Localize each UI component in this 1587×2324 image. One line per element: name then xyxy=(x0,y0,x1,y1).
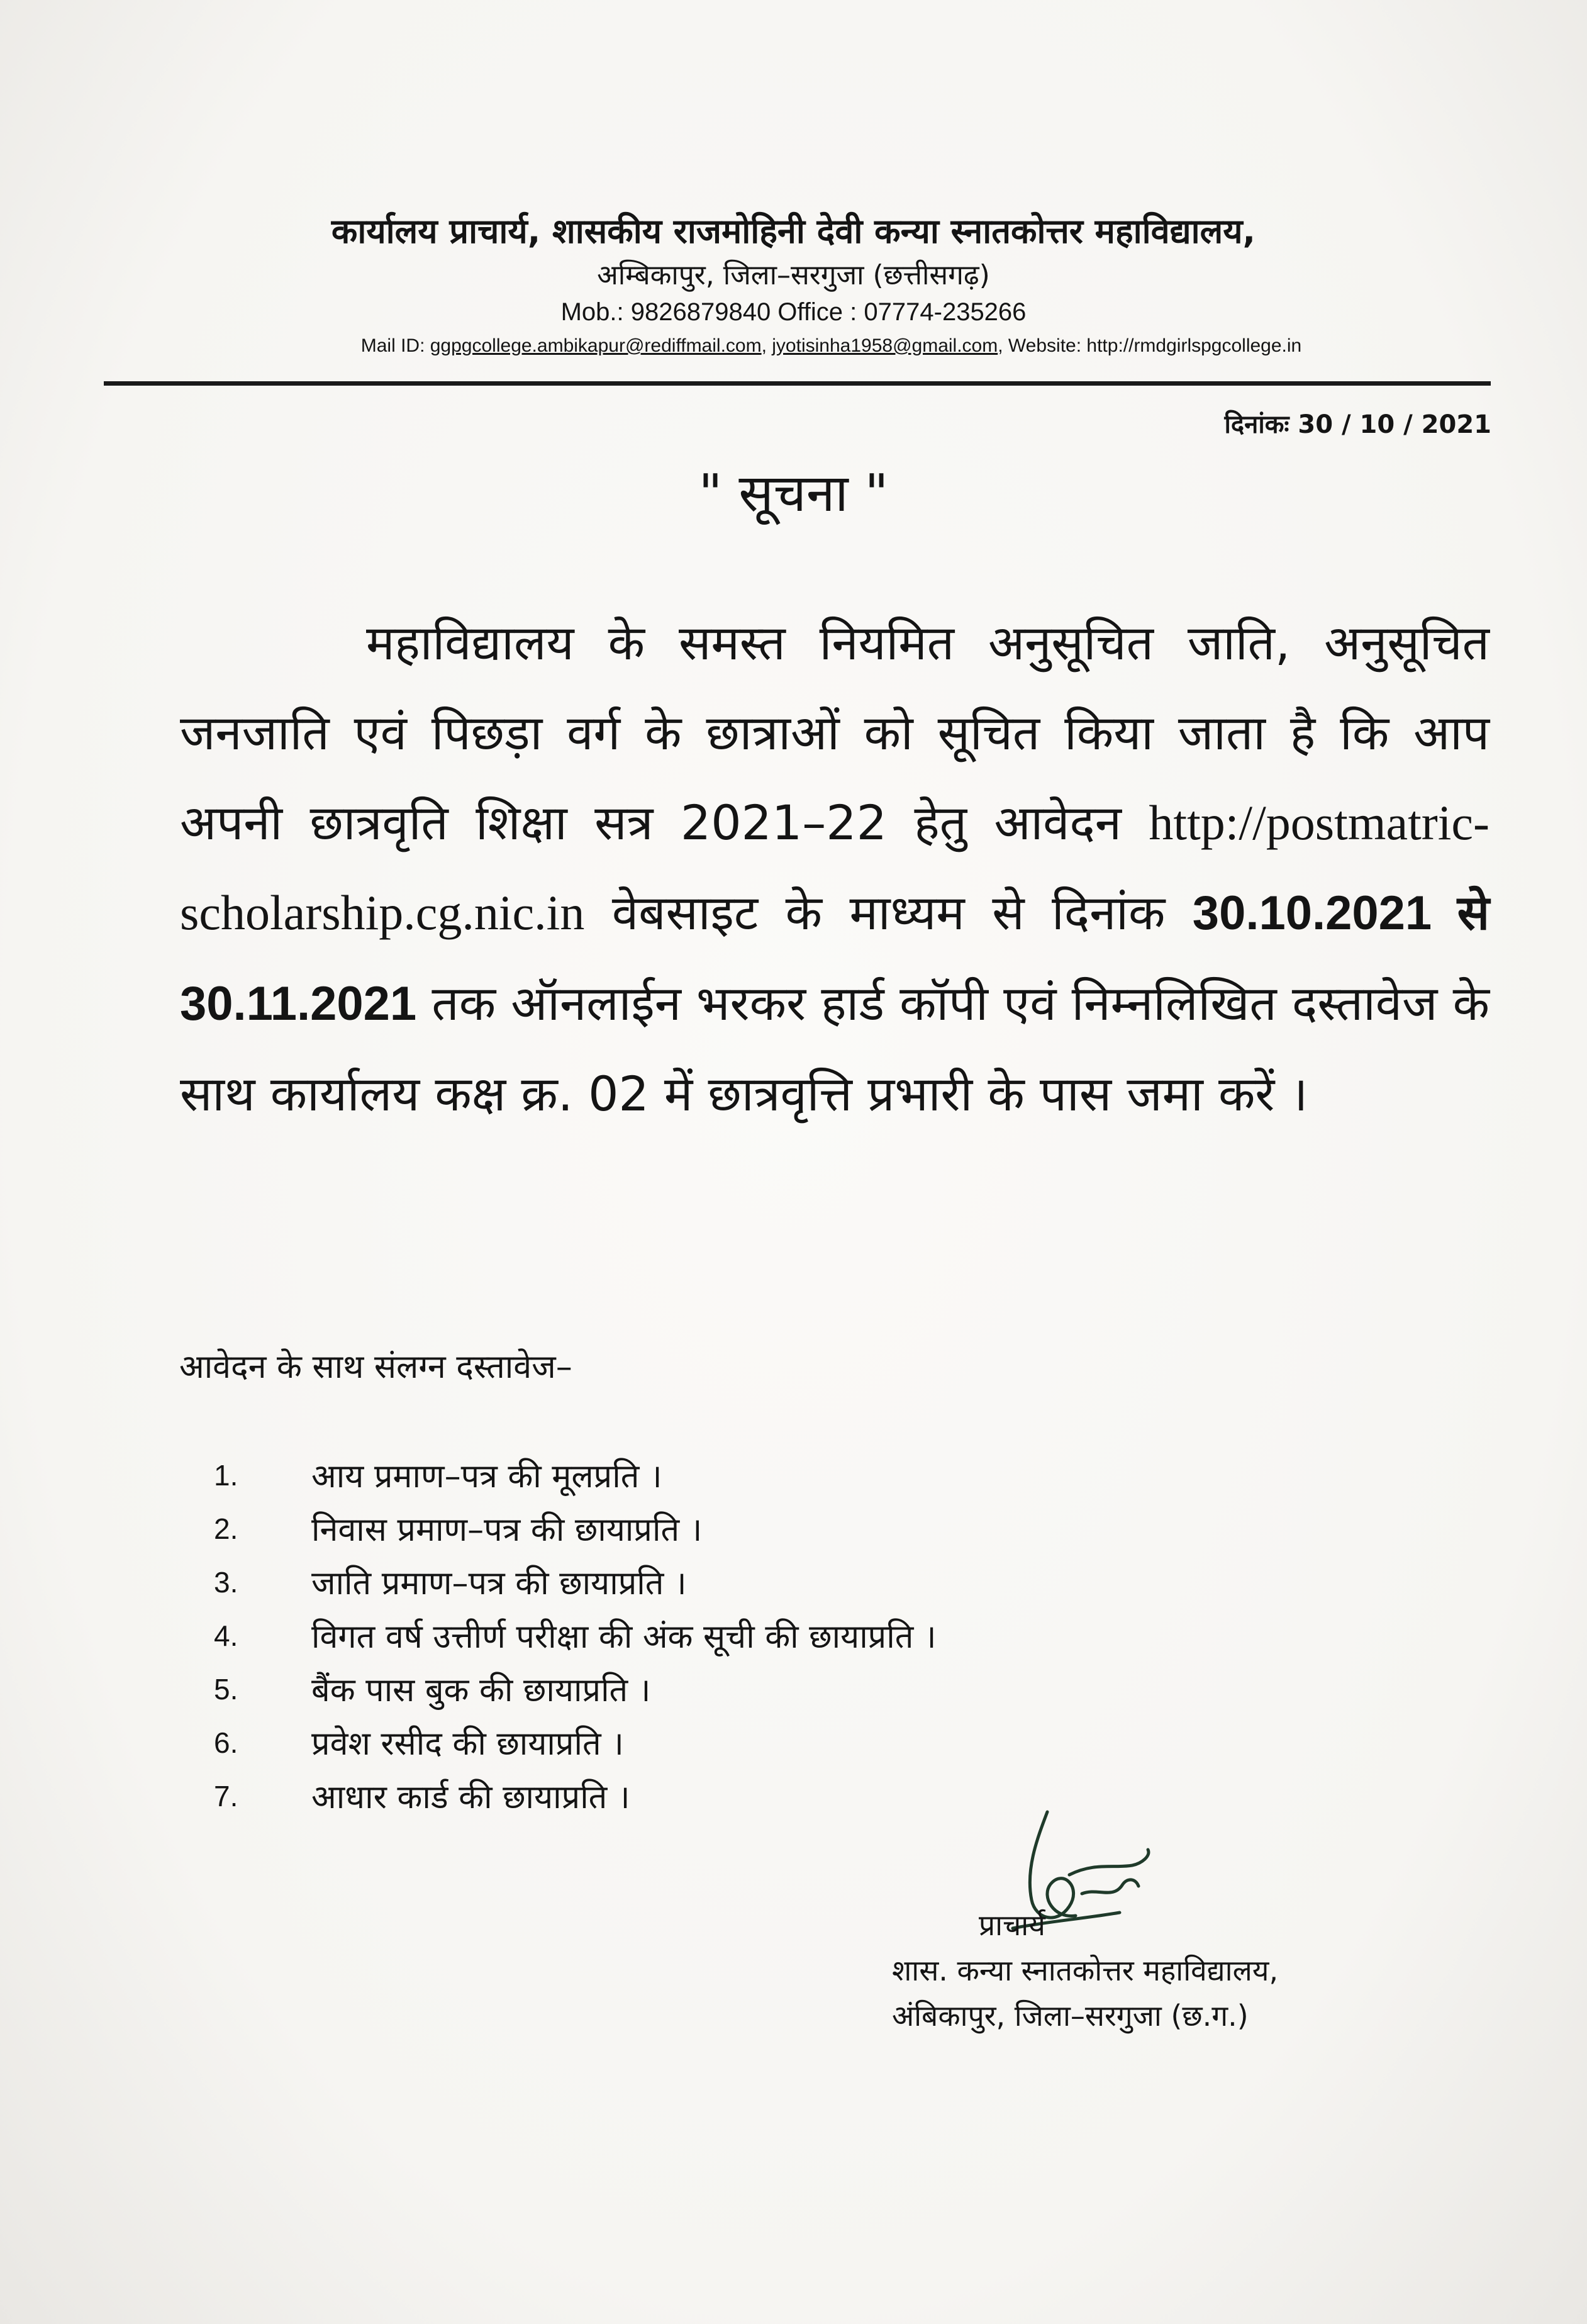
notice-date: दिनांकः 30 / 10 / 2021 xyxy=(1224,410,1491,439)
list-item xyxy=(214,1662,937,1716)
attachments-heading: आवेदन के साथ संलग्न दस्तावेज– xyxy=(179,1348,572,1386)
list-item-text: आय प्रमाण–पत्र की मूलप्रति । xyxy=(311,1458,662,1495)
attachments-list xyxy=(214,1448,937,1823)
list-item-text: निवास प्रमाण–पत्र की छायाप्रति । xyxy=(311,1511,703,1549)
mail-label: Mail ID: xyxy=(360,335,430,356)
list-item-text: प्रवेश रसीद की छायाप्रति । xyxy=(311,1725,624,1763)
end-date: 30.11.2021 xyxy=(180,977,417,1031)
list-item-number: 4. xyxy=(214,1619,238,1652)
office-title: कार्यालय प्राचार्य, शासकीय राजमोहिनी देवी कन्या स्नातकोत्तर महाविद्यालय, xyxy=(331,211,1256,251)
list-item-text: विगत वर्ष उत्तीर्ण परीक्षा की अंक सूची की छायाप्रति । xyxy=(311,1618,937,1656)
mail-separator: , xyxy=(761,335,772,356)
list-item-text: बैंक पास बुक की छायाप्रति । xyxy=(311,1672,651,1709)
email-link-1[interactable]: ggpgcollege.ambikapur@rediffmail.com xyxy=(430,335,762,356)
signatory-title: प्राचार्य xyxy=(979,1908,1045,1942)
body-text-1: महाविद्यालय के समस्त नियमित अनुसूचित जाति, अनुसूचित जनजाति एवं पिछड़ा वर्ग के छात्राओं को सूचित किया जाता है कि आप अपनी छात्रवृति शिक्षा सत्र 2021–22 हेतु आवेदन xyxy=(180,615,1490,851)
list-item-text: जाति प्रमाण–पत्र की छायाप्रति । xyxy=(311,1565,687,1602)
office-phone: Mob.: 9826879840 Office : 07774-235266 xyxy=(560,298,1027,326)
list-item xyxy=(214,1716,937,1769)
office-contact-line xyxy=(94,335,1493,357)
list-item xyxy=(214,1769,937,1823)
office-address: अम्बिकापुर, जिला–सरगुजा (छत्तीसगढ़) xyxy=(597,259,990,291)
body-text-2: वेबसाइट के माध्यम से दिनांक xyxy=(584,885,1193,941)
scholarship-url: http://postmatric-scholarship.cg.nic.in xyxy=(180,795,1490,940)
list-item xyxy=(214,1502,937,1555)
email-link-2[interactable]: jyotisinha1958@gmail.com xyxy=(772,335,998,356)
signatory-institution: शास. कन्या स्नातकोत्तर महाविद्यालय, xyxy=(892,1953,1279,1987)
start-date: 30.10.2021 xyxy=(1192,886,1432,940)
website-text: , Website: http://rmdgirlspgcollege.in xyxy=(998,335,1302,356)
notice-title: " सूचना " xyxy=(698,464,889,523)
list-item-number: 6. xyxy=(214,1726,238,1759)
list-item-number: 1. xyxy=(214,1458,238,1492)
list-item-number: 2. xyxy=(214,1512,238,1545)
header-divider xyxy=(104,381,1491,386)
notice-body xyxy=(180,598,1490,1139)
list-item xyxy=(214,1448,937,1502)
signatory-location: अंबिकापुर, जिला–सरगुजा (छ.ग.) xyxy=(892,1999,1249,2033)
list-item-number: 7. xyxy=(214,1779,238,1813)
list-item-text: आधार कार्ड की छायाप्रति । xyxy=(311,1779,630,1816)
body-text-3: तक ऑनलाईन भरकर हार्ड कॉपी एवं निम्नलिखित दस्तावेज के साथ कार्यालय कक्ष क्र. 02 में छात्रवृत्ति प्रभारी के पास जमा करें । xyxy=(180,975,1490,1122)
date-connector: से xyxy=(1432,886,1490,940)
list-item-number: 5. xyxy=(214,1672,238,1706)
list-item xyxy=(214,1609,937,1662)
list-item-number: 3. xyxy=(214,1565,238,1599)
list-item xyxy=(214,1555,937,1609)
